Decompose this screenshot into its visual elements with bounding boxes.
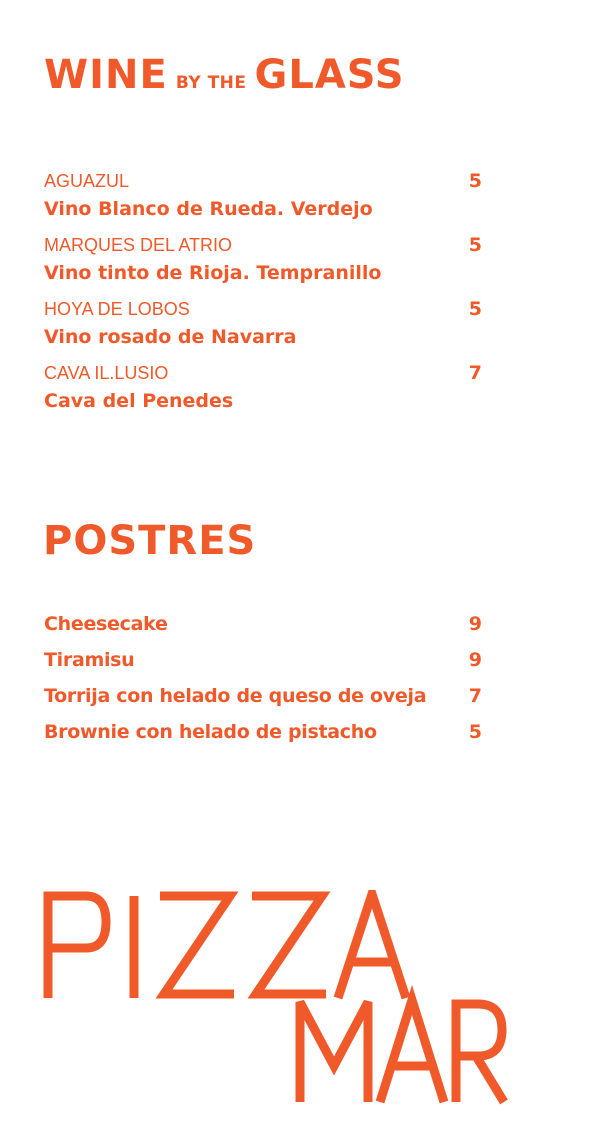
wine-description: Vino tinto de Rioja. Tempranillo (44, 262, 382, 284)
postre-item (44, 611, 482, 647)
wine-name: MARQUES DEL ATRIO (44, 235, 233, 255)
wine-item (44, 361, 482, 425)
wine-title-connector: BY THE (175, 73, 247, 93)
postre-price: 5 (468, 721, 482, 743)
wine-section-title (44, 52, 405, 98)
postre-price: 9 (468, 613, 482, 635)
postre-name: Brownie con helado de pistacho (44, 721, 377, 743)
wine-description: Vino Blanco de Rueda. Verdejo (44, 198, 373, 220)
postre-name: Cheesecake (44, 613, 168, 635)
wine-price: 5 (468, 170, 482, 192)
wine-name: CAVA IL.LUSIO (44, 363, 169, 383)
postres-section-title: POSTRES (43, 518, 257, 564)
wine-name: HOYA DE LOBOS (44, 299, 190, 319)
postre-item (44, 647, 482, 683)
postre-price: 9 (468, 649, 482, 671)
wine-price: 5 (468, 234, 482, 256)
wine-price: 7 (468, 362, 482, 384)
postres-list (44, 611, 482, 755)
wine-title-word: WINE (44, 52, 168, 98)
postre-name: Tiramisu (44, 649, 135, 671)
postre-price: 7 (468, 685, 482, 707)
postre-item (44, 719, 482, 755)
wine-description: Cava del Penedes (44, 390, 234, 412)
wine-description: Vino rosado de Navarra (44, 326, 297, 348)
wine-title-word: GLASS (254, 52, 405, 98)
postre-item (44, 683, 482, 719)
wine-name: AGUAZUL (44, 171, 130, 191)
wine-list (44, 169, 482, 425)
postre-name: Torrija con helado de queso de oveja (44, 685, 427, 707)
wine-item (44, 169, 482, 233)
wine-item (44, 297, 482, 361)
wine-price: 5 (468, 298, 482, 320)
wine-item (44, 233, 482, 297)
pizza-mar-logo (42, 890, 512, 1110)
